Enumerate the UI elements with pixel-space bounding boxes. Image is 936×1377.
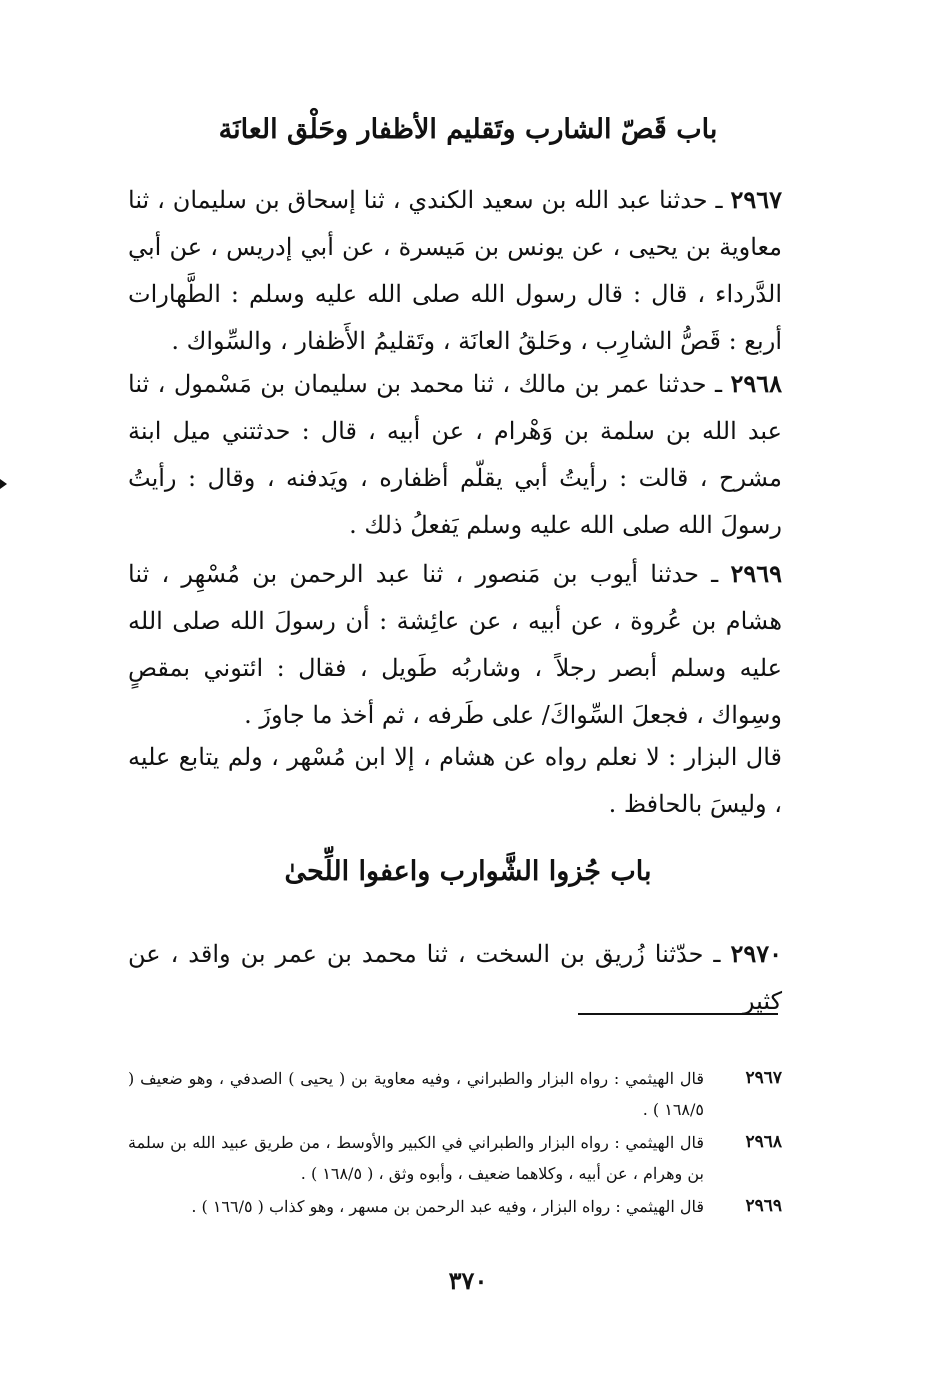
hadith-2968 [128,360,782,549]
hadith-text: ـ حدثنا أيوب بن مَنصور ، ثنا عبد الرحمن بن مُسْهِر ، ثنا هشام بن عُروة ، عن أبيه ، عن عائِشة : أن رسولَ الله صلى الله عليه وسلم أبصر رجلاً ، وشاربُه طَويل ، فقال : ائتوني بمقصٍ وسِواك ، فجعلَ السِّواكَ/ على طَرفه ، ثم أخذ ما جاوزَ . [128,560,782,729]
page-number: ٣٧٠ [448,1266,488,1295]
footnote-number: ٢٩٦٨ [745,1132,782,1152]
chapter-title-trimming: باب قَصّ الشارب وتَقليم الأظفار وحَلْق العانَة [218,114,718,145]
hadith-2970 [128,930,782,1025]
footnote-number: ٢٩٦٩ [745,1196,782,1216]
footnote-text: قال الهيثمي : رواه البزار والطبراني ، وفيه معاوية بن ( يحيى ) الصدفي ، وهو ضعيف ( ١٦٨/٥ ) . [128,1069,704,1119]
footnote-item [128,1127,782,1189]
footnote-number: ٢٩٦٧ [745,1068,782,1088]
footnotes [128,1063,782,1224]
hadith-number: ٢٩٦٨ [730,369,782,398]
footnote-divider [578,1013,778,1015]
hadith-text: ـ حدثنا عمر بن مالك ، ثنا محمد بن سليمان بن مَسْمول ، ثنا عبد الله بن سلمة بن وَهْرام ، عن أبيه ، قال : حدثتني ميل ابنة مشرح ، قالت : رأيتُ أبي يقلّم أظفاره ، ويَدفنه ، وقال : رأيتُ رسولَ الله صلى الله عليه وسلم يَفعلُ ذلك . [128,370,782,539]
hadith-2969 [128,550,782,739]
bazzar-comment: قال البزار : لا نعلم رواه عن هشام ، إلا ابن مُسْهر ، ولم يتابع عليه ، وليسَ بالحافظ . [128,743,782,818]
footnote-text: قال الهيثمي : رواه البزار والطبراني في الكبير والأوسط ، من طريق عبيد الله بن سلمة بن وهرام ، عن أبيه ، وكلاهما ضعيف ، وأبوه وثق ، ( ١٦٨/٥ ) . [128,1133,704,1183]
chapter-title-moustache: باب جُزوا الشَّوارب واعفوا اللِّحىٰ [284,856,652,887]
footnote-item [128,1191,782,1222]
hadith-2967 [128,176,782,365]
margin-arrow-icon [0,479,7,489]
hadith-number: ٢٩٧٠ [730,939,782,968]
hadith-text: ـ حدّثنا زُريق بن السخت ، ثنا محمد بن عمر بن واقد ، عن كثير [128,940,782,1015]
footnote-item [128,1063,782,1125]
hadith-number: ٢٩٦٩ [730,559,782,588]
footnote-text: قال الهيثمي : رواه البزار ، وفيه عبد الرحمن بن مسهر ، وهو كذاب ( ١٦٦/٥ ) . [191,1197,704,1216]
hadith-text: ـ حدثنا عبد الله بن سعيد الكندي ، ثنا إسحاق بن سليمان ، ثنا معاوية بن يحيى ، عن يونس بن مَيسرة ، عن أبي إدريس ، عن أبي الدَّرداء ، قال : قال رسول الله صلى الله عليه وسلم : الطَّهارات أربع : قَصُّ الشارِب ، وحَلقُ العانَة ، وتَقليمُ الأَظفار ، والسِّواك . [128,186,782,355]
hadith-number: ٢٩٦٧ [730,185,782,214]
